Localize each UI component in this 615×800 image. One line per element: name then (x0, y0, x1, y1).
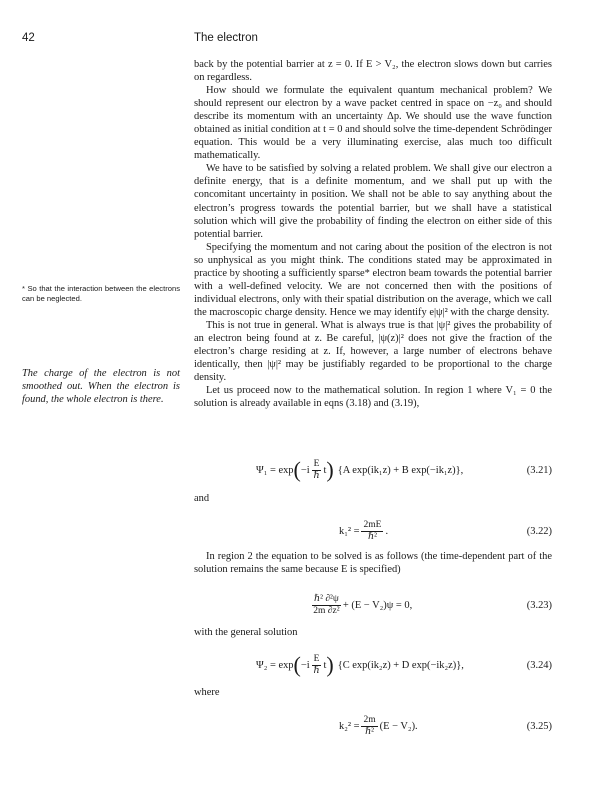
equation-number: (3.22) (526, 525, 552, 537)
left-paren: ( (293, 652, 301, 677)
equation-number: (3.24) (526, 659, 552, 671)
connector-where: where (194, 687, 220, 698)
equation-3-24 (194, 647, 552, 683)
eq-lhs: Ψ₁ = exp (256, 464, 294, 476)
connector-general-solution: with the general solution (194, 627, 298, 638)
paragraph: Specifying the momentum and not caring about the position of the electron is not so unphysical as you might think. The conditions stated may be approximated in practice by shooting a sufficiently sparse* electron beam towards the potential barrier with a well-defined velocity. We are not concerned then with the positions of individual electrons, only with their spatial distribution on the average, which we call the macroscopic charge density. Hence we may identify e|ψ|² with the charge density. (194, 241, 552, 318)
paragraph: In region 2 the equation to be solved is as follows (the time-dependent part of the solution remains the same because E is specified) (194, 551, 552, 576)
eq-tail: + (E − V₂)ψ = 0, (342, 599, 413, 611)
denominator: ℏ (313, 665, 320, 676)
fraction (312, 459, 322, 482)
eq-rhs: {A exp(ik₁z) + B exp(−ik₁z)}, (337, 464, 464, 476)
fraction (312, 654, 322, 677)
numerator: 2m (363, 714, 376, 725)
numerator: 2mE (363, 519, 382, 530)
eq-lhs: k₁² = (339, 525, 360, 537)
margin-note: The charge of the electron is not smoothed out. When the electron is found, the whole electron is there. (22, 368, 180, 406)
denominator: ℏ (313, 470, 320, 481)
right-paren: ) (326, 457, 334, 482)
paragraph: We have to be satisfied by solving a related problem. We shall give our electron a definite energy, that is a definite momentum, and we shall put up with the concomitant uncertainty in position. We shall not be able to say anything about the electron’s progress towards the potential barrier, but we shall have a statistical solution which will give the probability of finding the electron on either side of this potential barrier. (194, 163, 552, 240)
equation-3-23 (194, 587, 552, 623)
fraction (361, 520, 383, 543)
eq-tail: . (385, 525, 389, 537)
numerator: E (313, 458, 320, 469)
denominator: 2m ∂z² (313, 605, 340, 616)
equation-3-22 (194, 513, 552, 549)
eq-tail: (E − V₂). (379, 720, 418, 732)
paragraph: This is not true in general. What is always true is that |ψ|² gives the probability of an electron being found at z. Be careful, |ψ(z)|² does not give the fraction of the electron’s charge residing at z. If, however, a large number of electrons behave identically, then |ψ|² may be justifiably regarded to be proportional to the charge density. (194, 319, 552, 384)
exp-sign: −i (300, 464, 310, 476)
equation-number: (3.21) (526, 464, 552, 476)
eq-lhs: k₂² = (339, 720, 360, 732)
equation-3-25 (194, 708, 552, 744)
exp-var: t (323, 659, 327, 671)
numerator: E (313, 653, 320, 664)
equation-number: (3.23) (526, 599, 552, 611)
exp-var: t (323, 464, 327, 476)
equation-number: (3.25) (526, 720, 552, 732)
fraction (361, 715, 377, 738)
eq-lhs: Ψ₂ = exp (256, 659, 294, 671)
page-number: 42 (22, 32, 35, 44)
paragraph: back by the potential barrier at z = 0. If E > V₂, the electron slows down but carries on regardless. (194, 59, 552, 84)
eq-rhs: {C exp(ik₂z) + D exp(−ik₂z)}, (337, 659, 464, 671)
body-text (194, 58, 552, 410)
equation-3-21 (194, 452, 552, 488)
denominator: ℏ² (365, 726, 375, 737)
left-paren: ( (293, 457, 301, 482)
numerator: ℏ² ∂²ψ (314, 593, 339, 604)
paragraph: How should we formulate the equivalent quantum mechanical problem? We should represent our electron by a wave packet centred in space on −z₀ and should describe its momentum with an uncertainty Δp. We should use the wave function obtained as initial condition at t = 0 and should solve the time-dependent Schrödinger equation. This would be a very illuminating exercise, alas much too difficult mathematically. (194, 85, 552, 162)
running-title: The electron (194, 32, 258, 44)
right-paren: ) (326, 652, 334, 677)
fraction (312, 594, 341, 617)
connector-and: and (194, 493, 210, 504)
exp-sign: −i (300, 659, 310, 671)
footnote: * So that the interaction between the electrons can be neglected. (22, 284, 180, 303)
denominator: ℏ² (367, 531, 377, 542)
paragraph: Let us proceed now to the mathematical solution. In region 1 where V₁ = 0 the solution is already available in eqns (3.18) and (3.19), (194, 385, 552, 410)
